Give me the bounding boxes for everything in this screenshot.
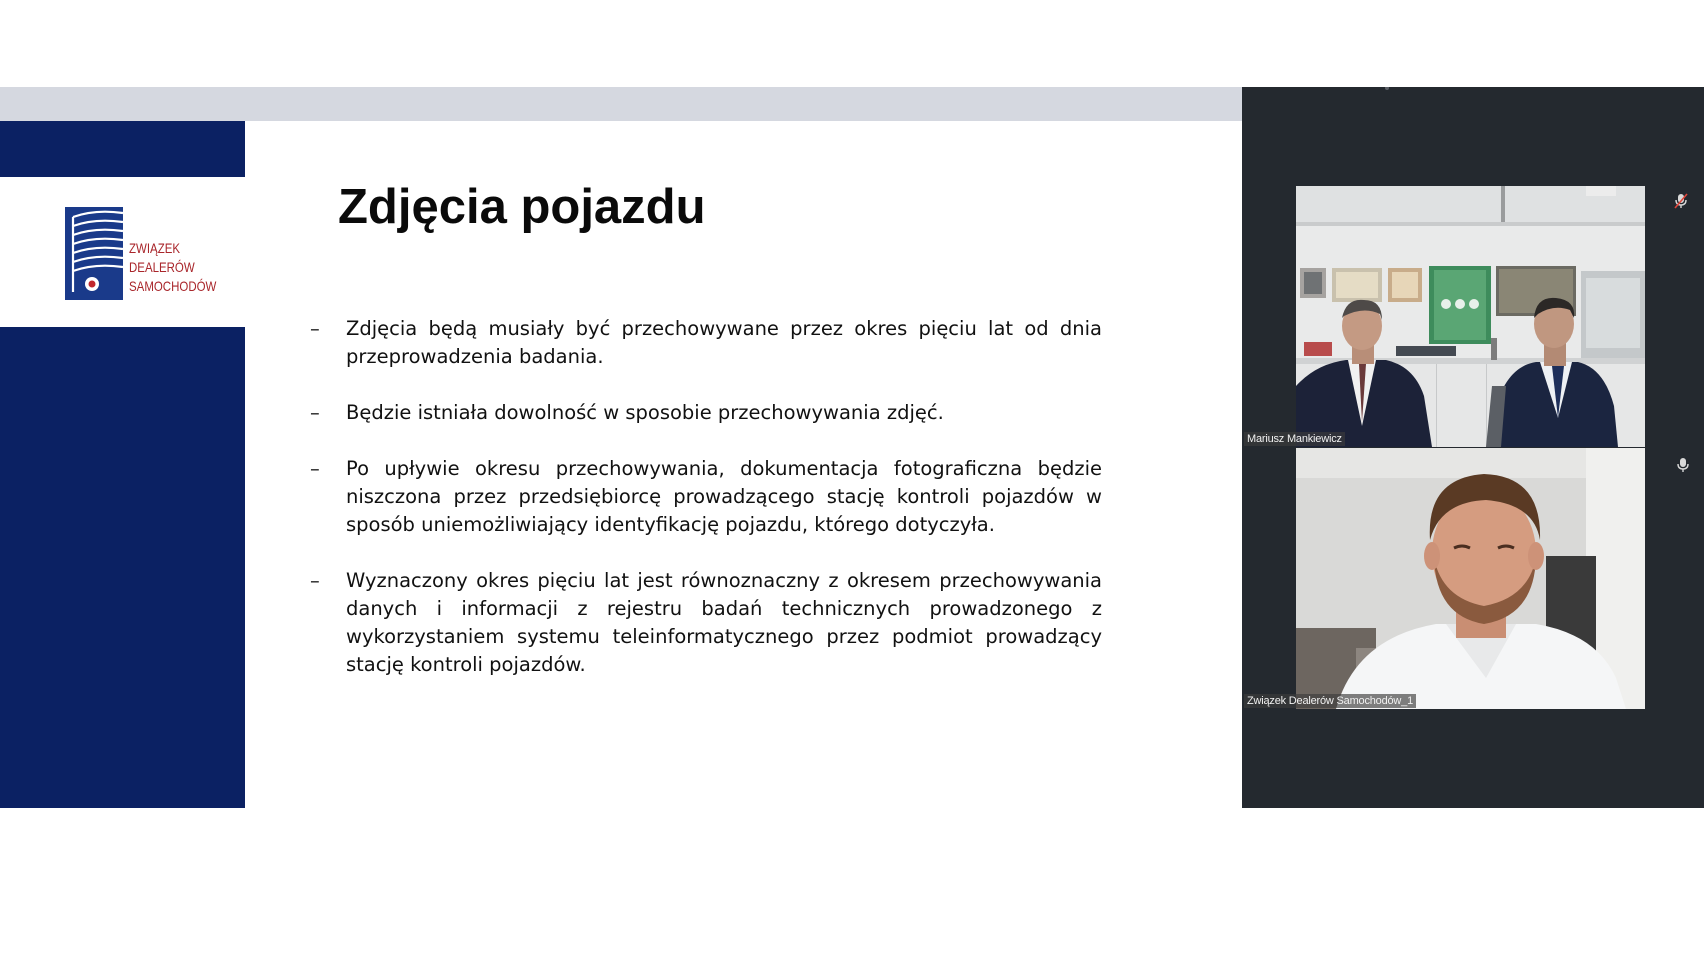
participant-name-tag: Mariusz Mankiewicz [1244, 432, 1345, 446]
bullet-dash: – [310, 401, 320, 424]
bullet-list [310, 315, 1102, 707]
mic-muted-icon[interactable] [1674, 193, 1688, 209]
bullet-dash: – [310, 457, 320, 480]
bullet-item [310, 567, 1102, 679]
bullet-text: Wyznaczony okres pięciu lat jest równoznaczny z okresem przechowywania danych i informacji z rejestru badań technicznych prowadzonego z wykorzystaniem systemu teleinformatycznego przez podmiot prowadzący stację kontroli pojazdów. [346, 569, 1102, 676]
participant-name-tag: Związek Dealerów Samochodów_1 [1244, 694, 1416, 708]
video-tile-participant-2[interactable] [1296, 448, 1645, 709]
presentation-slide [0, 87, 1242, 808]
mic-icon[interactable] [1676, 457, 1690, 473]
slide-title: Zdjęcia pojazdu [338, 180, 706, 234]
bullet-dash: – [310, 569, 320, 592]
logo-wordmark [129, 239, 216, 296]
bullet-item [310, 315, 1102, 371]
video-feed-participant-2 [1296, 448, 1645, 709]
bullet-text: Będzie istniała dowolność w sposobie przechowywania zdjęć. [346, 401, 944, 424]
bullet-text: Zdjęcia będą musiały być przechowywane przez okres pięciu lat od dnia przeprowadzenia badania. [346, 317, 1102, 368]
video-feed-participant-1 [1296, 186, 1645, 447]
slide-left-band-bottom [0, 327, 245, 808]
logo-line-1: ZWIĄZEK [129, 240, 181, 256]
slide-top-bar [0, 87, 1242, 121]
bullet-text: Po upływie okresu przechowywania, dokumentacja fotograficzna będzie niszczona przez przedsiębiorcę prowadzącego stację kontroli pojazdów w sposób uniemożliwiający identyfikację pojazdu, którego dotyczyła. [346, 457, 1102, 536]
panel-handle-dot[interactable] [1385, 87, 1389, 90]
slide-left-band-top [0, 121, 245, 177]
bullet-dash: – [310, 317, 320, 340]
video-gallery-panel [1242, 87, 1704, 808]
logo-line-2: DEALERÓW [129, 259, 195, 275]
bullet-item [310, 399, 1102, 427]
video-tile-participant-1[interactable] [1296, 186, 1645, 447]
logo-line-3: SAMOCHODÓW [129, 278, 217, 294]
bullet-item [310, 455, 1102, 539]
association-wave-emblem-icon [65, 207, 123, 300]
